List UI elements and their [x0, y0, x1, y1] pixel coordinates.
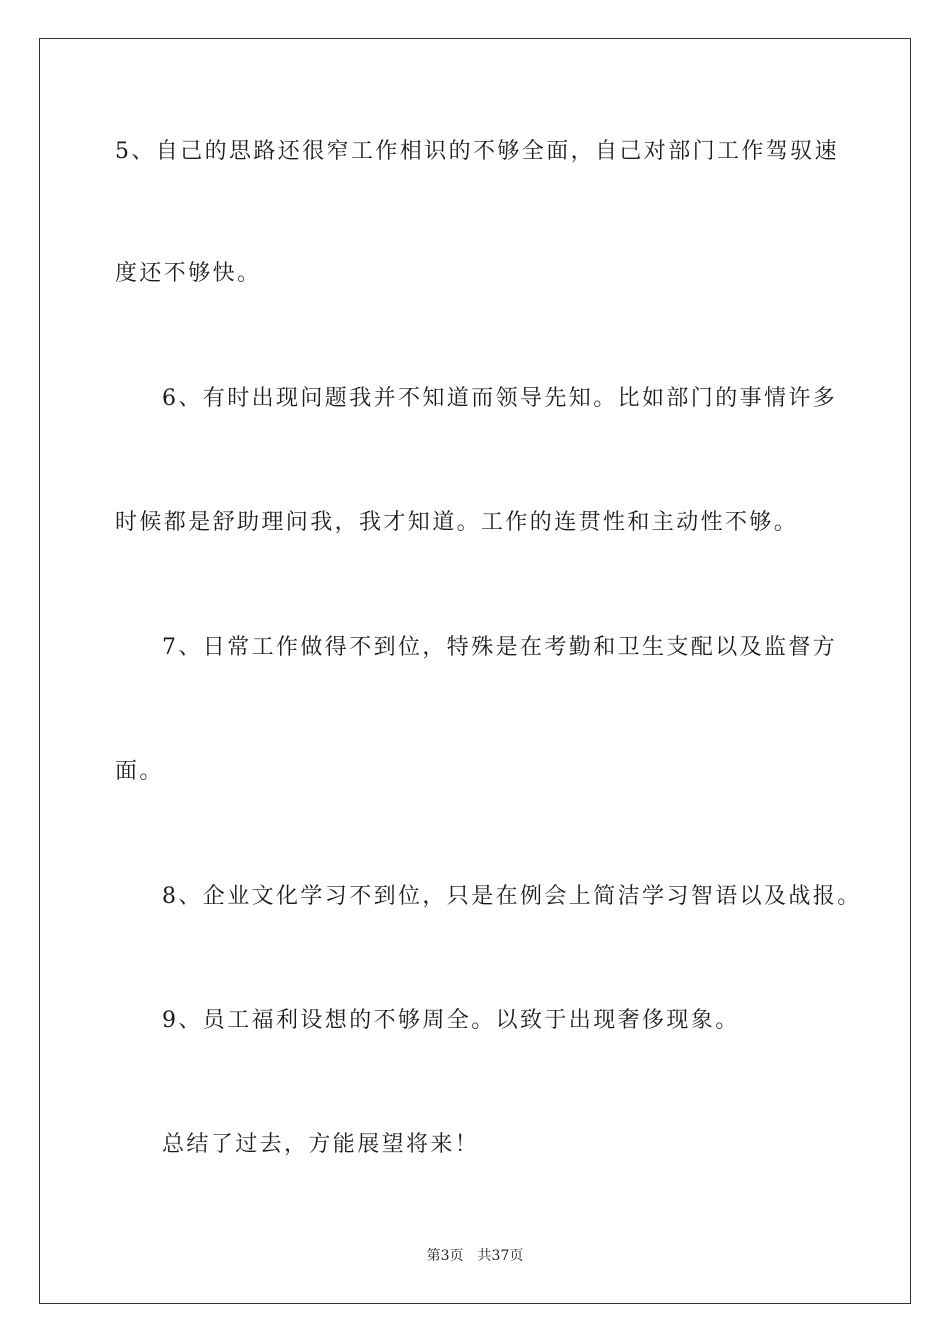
total-pages: 共37页: [477, 1248, 524, 1264]
paragraph-line-7: 8、企业文化学习不到位，只是在例会上简洁学习智语以及战报。: [162, 884, 862, 909]
page-number: 第3页: [426, 1248, 464, 1264]
page-border: [39, 38, 911, 1304]
page-footer: [0, 1247, 950, 1265]
paragraph-line-1: 5、自己的思路还很窄工作相识的不够全面，自己对部门工作驾驭速: [115, 139, 839, 164]
paragraph-line-9: 总结了过去，方能展望将来！: [162, 1132, 480, 1157]
paragraph-line-4: 时候都是舒助理问我，我才知道。工作的连贯性和主动性不够。: [115, 510, 799, 535]
paragraph-line-5: 7、日常工作做得不到位，特殊是在考勤和卫生支配以及监督方: [162, 635, 838, 660]
paragraph-line-3: 6、有时出现问题我并不知道而领导先知。比如部门的事情许多: [162, 386, 838, 411]
paragraph-line-6: 面。: [115, 759, 164, 784]
paragraph-line-8: 9、员工福利设想的不够周全。以致于出现奢侈现象。: [162, 1008, 740, 1033]
paragraph-line-2: 度还不够快。: [115, 261, 262, 286]
